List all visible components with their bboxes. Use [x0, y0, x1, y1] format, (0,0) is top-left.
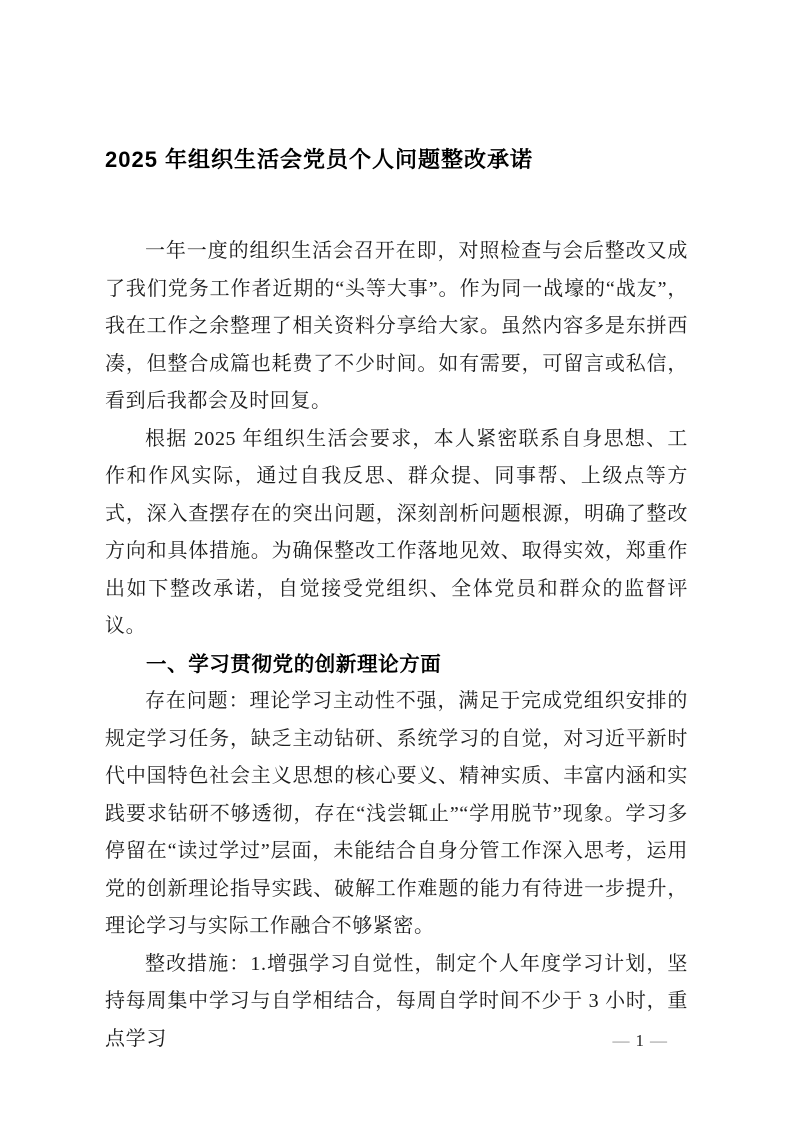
paragraph-intro: 一年一度的组织生活会召开在即，对照检查与会后整改又成了我们党务工作者近期的“头等大事”。作为同一战壕的“战友”，我在工作之余整理了相关资料分享给大家。虽然内容多是东拼西凑，但整合成篇也耗费了不少时间。如有需要，可留言或私信，看到后我都会及时回复。 — [105, 240, 688, 412]
page-number-value: 1 — [635, 1031, 646, 1050]
page-number-dash-left: — — [612, 1031, 632, 1050]
paragraph-basis: 根据 2025 年组织生活会要求，本人紧密联系自身思想、工作和作风实际，通过自我反思、群众提、同事帮、上级点等方式，深入查摆存在的突出问题，深刻剖析问题根源，明确了整改方向和具体措施。为确保整改工作落地见效、取得实效，郑重作出如下整改承诺，自觉接受党组织、全体党员和群众的监督评议。 — [105, 427, 688, 637]
section-heading-1: 一、学习贯彻党的创新理论方面 — [146, 652, 442, 676]
page-number — [613, 1031, 670, 1051]
page-number-dash-right: — — [650, 1031, 669, 1050]
document-title: 2025 年组织生活会党员个人问题整改承诺 — [105, 147, 534, 172]
paragraph-section1-measures: 整改措施：1.增强学习自觉性，制定个人年度学习计划，坚持每周集中学习与自学相结合，每周自学时间不少于 3 小时，重点学习 — [105, 952, 688, 1050]
paragraph-section1-problems: 存在问题：理论学习主动性不强，满足于完成党组织安排的规定学习任务，缺乏主动钻研、系统学习的自觉，对习近平新时代中国特色社会主义思想的核心要义、精神实质、丰富内涵和实践要求钻研不够透彻，存在“浅尝辄止”“学用脱节”现象。学习多停留在“读过学过”层面，未能结合自身分管工作深入思考，运用党的创新理论指导实践、破解工作难题的能力有待进一步提升，理论学习与实际工作融合不够紧密。 — [105, 690, 688, 937]
